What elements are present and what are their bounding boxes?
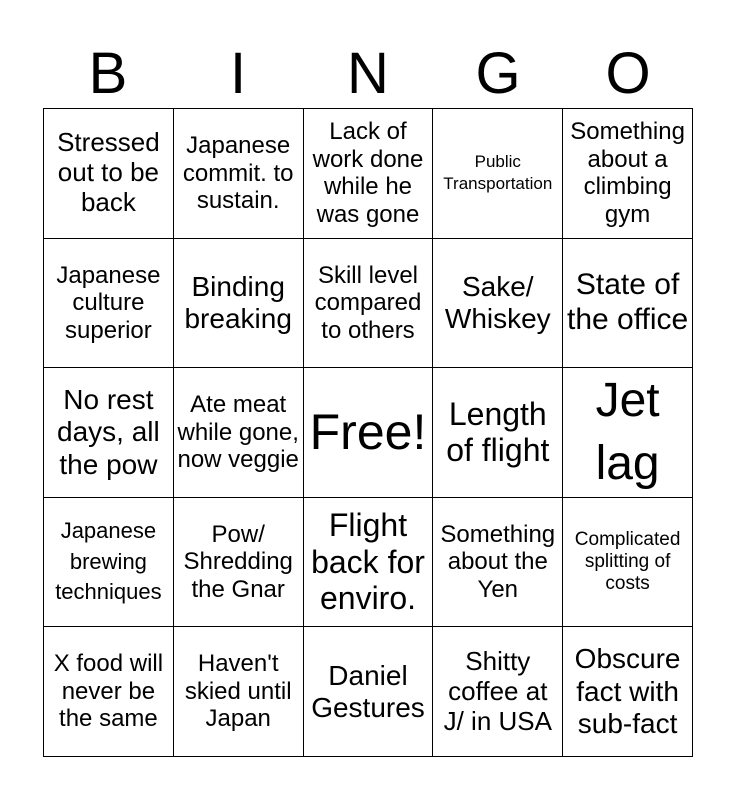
bingo-cell-r4c4[interactable] [433, 498, 563, 628]
cell-text: No rest days, all the pow [57, 384, 160, 480]
cell-text: Japanese commit. to sustain. [182, 131, 294, 215]
cell-text: Something about a climbing gym [570, 118, 685, 228]
bingo-cell-r5c4[interactable] [433, 627, 563, 757]
bingo-cell-r4c2[interactable] [174, 498, 304, 628]
bingo-cell-r2c3[interactable] [304, 239, 434, 369]
cell-text: Complicated splitting of costs [574, 529, 681, 595]
header-letter-b: B [88, 41, 128, 106]
cell-text: Something about the Yen [440, 520, 556, 603]
cell-text: Sake/ Whiskey [444, 270, 551, 334]
bingo-cell-r5c5[interactable] [563, 627, 693, 757]
cell-text: Haven't skied until Japan [184, 650, 292, 733]
header-letter-i: I [229, 41, 247, 106]
bingo-cell-r2c1[interactable] [44, 239, 174, 369]
cell-text: Length of flight [446, 395, 550, 469]
header-letter-n: N [347, 41, 389, 106]
bingo-cell-r4c3[interactable] [304, 498, 434, 628]
cell-text: Ate meat while gone, now veggie [177, 391, 299, 474]
bingo-cell-r5c3[interactable] [304, 627, 434, 757]
bingo-cell-r1c4[interactable] [433, 109, 563, 239]
cell-text: State of the office [566, 268, 689, 336]
header-letter-g: G [475, 41, 521, 106]
bingo-cell-r2c2[interactable] [174, 239, 304, 369]
cell-text: X food will never be the same [53, 650, 164, 733]
free-space: Free! [309, 403, 427, 460]
cell-text: Obscure fact with sub-fact [574, 643, 681, 739]
bingo-cell-r2c4[interactable] [433, 239, 563, 369]
cell-text: Public Transportation [443, 152, 553, 194]
cell-text: Flight back for enviro. [311, 506, 425, 617]
cell-text: Japanese brewing techniques [55, 517, 162, 605]
cell-text: Japanese culture superior [56, 261, 161, 344]
bingo-cell-r4c1[interactable] [44, 498, 174, 628]
bingo-cell-r2c5[interactable] [563, 239, 693, 369]
bingo-cell-r3c4[interactable] [433, 368, 563, 498]
cell-text: Binding breaking [184, 270, 292, 334]
cell-text: Daniel Gestures [311, 659, 425, 723]
cell-text: Shitty coffee at J/ in USA [443, 645, 552, 736]
bingo-cell-r5c2[interactable] [174, 627, 304, 757]
bingo-board [43, 108, 693, 757]
bingo-cell-r3c5[interactable] [563, 368, 693, 498]
bingo-cell-r5c1[interactable] [44, 627, 174, 757]
bingo-cell-r1c2[interactable] [174, 109, 304, 239]
bingo-cell-r1c1[interactable] [44, 109, 174, 239]
cell-text: Skill level compared to others [314, 261, 422, 344]
cell-text: Jet lag [595, 374, 660, 490]
bingo-cell-r4c5[interactable] [563, 498, 693, 628]
bingo-header [43, 40, 693, 108]
cell-text: Lack of work done while he was gone [312, 118, 424, 228]
bingo-cell-r3c1[interactable] [44, 368, 174, 498]
bingo-cell-r3c2[interactable] [174, 368, 304, 498]
header-letter-o: O [605, 41, 651, 106]
cell-text: Pow/ Shredding the Gnar [183, 520, 293, 603]
bingo-cell-r1c5[interactable] [563, 109, 693, 239]
bingo-cell-r1c3[interactable] [304, 109, 434, 239]
bingo-cell-r3c3[interactable] [304, 368, 434, 498]
cell-text: Stressed out to be back [57, 127, 160, 218]
